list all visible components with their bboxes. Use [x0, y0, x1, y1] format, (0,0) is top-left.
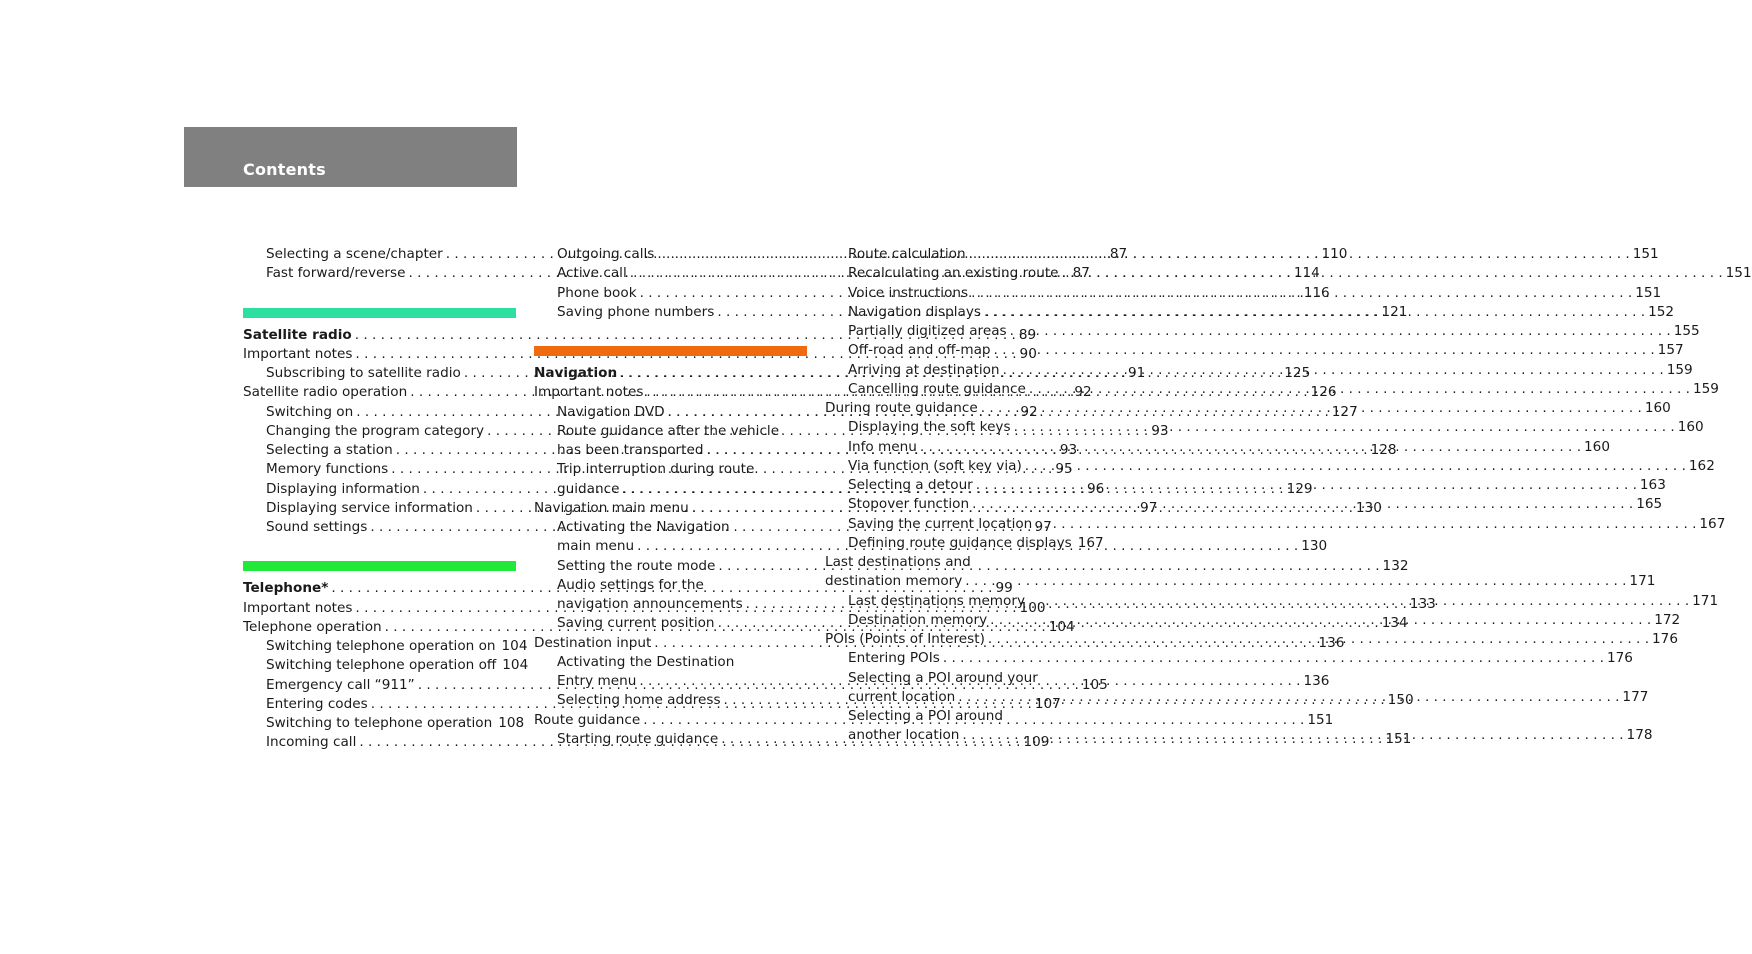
toc-page-number: 132 — [1382, 557, 1409, 574]
toc-page-number: 99 — [995, 580, 1013, 597]
toc-entry-title: Selecting a station — [266, 442, 393, 458]
dot-leader — [1007, 322, 1674, 341]
dot-leader — [1000, 361, 1667, 380]
toc-entry-title: Saving the current location — [848, 515, 1033, 532]
dot-leader — [1032, 515, 1699, 534]
toc-page-number: 130 — [1355, 499, 1382, 516]
toc-entry-title: Starting route guidance — [557, 730, 719, 747]
toc-entry-title: Switching telephone operation off — [266, 657, 497, 674]
toc-entry-title: Selecting a POI around your — [848, 669, 1038, 686]
section-color-bar — [243, 308, 516, 318]
section-color-bar — [243, 561, 516, 571]
toc-entry[interactable] — [534, 518, 807, 537]
toc-entry-title: Navigation displays — [848, 303, 981, 320]
toc-entry-title: Sound settings — [266, 519, 368, 535]
toc-entry[interactable] — [825, 669, 1098, 688]
dot-leader — [940, 649, 1607, 668]
toc-page-number: 104 — [501, 638, 528, 654]
toc-page-number: 155 — [1673, 323, 1700, 339]
toc-entry-title: Displaying the soft keys — [848, 419, 1011, 436]
toc-page-number: 104 — [502, 657, 529, 674]
toc-page-number: 165 — [1636, 496, 1663, 513]
dot-leader — [991, 341, 1658, 360]
toc-entry-title: Setting the route mode — [557, 557, 716, 574]
toc-entry-title: Destination memory — [848, 611, 988, 628]
toc-page-number: 125 — [1284, 365, 1311, 381]
toc-page-number: 92 — [1020, 403, 1038, 420]
toc-entry-title: Entry menu — [557, 673, 637, 689]
toc-entry-title: Switching telephone operation on — [266, 638, 496, 654]
toc-entry-title: Switching to telephone operation — [266, 715, 493, 731]
toc-page-number: 136 — [1318, 634, 1345, 651]
toc-entry-title: Defining route guidance displays — [848, 534, 1072, 551]
toc-entry-title: Displaying service information — [266, 499, 473, 516]
section-color-bar — [534, 346, 807, 356]
toc-entry[interactable] — [825, 341, 1684, 360]
toc-page-number: 127 — [1331, 403, 1358, 420]
toc-entry[interactable] — [825, 572, 1656, 591]
dot-leader — [1011, 418, 1678, 437]
toc-entry-title: Active call — [557, 265, 627, 282]
toc-page-number: 171 — [1692, 592, 1719, 609]
toc-page-number: 91 — [1127, 365, 1146, 381]
toc-page-number: 151 — [1632, 246, 1659, 262]
toc-entry[interactable] — [825, 322, 1700, 341]
toc-page-number: 129 — [1286, 480, 1313, 497]
toc-page-number: 116 — [1303, 284, 1330, 301]
toc-page-number: 109 — [1023, 734, 1050, 751]
toc-page-number: 114 — [1293, 265, 1320, 282]
toc-entry-title: Cancelling route guidance — [848, 380, 1026, 397]
dot-leader — [968, 284, 1635, 303]
dot-leader — [969, 495, 1636, 514]
toc-entry-title: Outgoing calls — [557, 246, 655, 262]
toc-page-number: 92 — [1074, 384, 1092, 401]
toc-entry-title: current location — [848, 688, 956, 705]
toc-entry-title: Phone book — [557, 284, 637, 301]
toc-entry-title: Displaying information — [266, 480, 420, 497]
toc-entry-title: Selecting home address — [557, 692, 721, 709]
toc-entry-title: Satellite radio operation — [243, 384, 408, 401]
dot-leader — [1026, 380, 1693, 399]
toc-entry-title: Important notes — [243, 599, 353, 616]
toc-entry-title: POIs (Points of Interest) — [825, 631, 985, 647]
toc-page-number: 107 — [1034, 695, 1061, 712]
toc-entry-title: Selecting a POI around — [848, 708, 1003, 724]
dot-leader — [955, 688, 1622, 707]
page-title: Contents — [243, 160, 326, 179]
toc-entry-title: Important notes — [243, 345, 353, 362]
toc-page-number: 96 — [1087, 480, 1105, 497]
toc-page-number: 151 — [1635, 284, 1662, 301]
toc-page-number: 160 — [1584, 438, 1610, 455]
toc-entry-title: another location — [848, 727, 960, 744]
toc-entry[interactable] — [243, 656, 529, 675]
toc-page-number: 130 — [1301, 538, 1328, 555]
toc-entry-title: Selecting a detour — [848, 477, 973, 493]
toc-entry[interactable] — [243, 714, 525, 733]
toc-page-number: 134 — [1381, 615, 1408, 632]
toc-entry-title: Arriving at destination — [848, 361, 1000, 378]
toc-page-number: 97 — [1140, 499, 1158, 516]
toc-entry-title: Selecting a scene/chapter — [266, 246, 443, 262]
toc-entry-title: Last destinations and — [825, 554, 971, 570]
toc-page-number: 176 — [1606, 650, 1633, 667]
dot-leader — [1022, 457, 1689, 476]
toc-page-number: 110 — [1321, 246, 1348, 262]
toc-entry-title: Voice instructions — [848, 284, 969, 301]
dot-leader — [987, 611, 1654, 630]
toc-page-number: 87 — [1072, 265, 1090, 282]
toc-entry-title: Audio settings for the — [557, 576, 704, 593]
toc-entry-title: Entering codes — [266, 695, 368, 712]
toc-entry-title: Route calculation — [848, 246, 966, 262]
toc-entry[interactable] — [534, 576, 807, 595]
toc-page-number: 136 — [1303, 673, 1330, 689]
toc-entry[interactable] — [825, 534, 1104, 553]
toc-page-number: 90 — [1019, 345, 1037, 362]
dot-leader — [973, 476, 1640, 495]
toc-entry-title: has been transported — [557, 442, 704, 458]
dot-leader — [985, 630, 1652, 649]
toc-page-number: 108 — [498, 715, 525, 731]
toc-entry-title: Destination input — [534, 634, 652, 651]
toc-entry[interactable] — [825, 457, 1715, 476]
toc-page-number: 93 — [1059, 442, 1078, 458]
toc-page-number: 163 — [1639, 477, 1666, 493]
toc-page-number: 171 — [1629, 573, 1656, 590]
toc-entry-title: Partially digitized areas — [848, 323, 1007, 339]
toc-entry-title: navigation announcements — [557, 596, 743, 612]
toc-page-number: 100 — [1019, 599, 1046, 616]
toc-page-number: 160 — [1644, 400, 1671, 416]
toc-entry-title: Emergency call “911” — [266, 676, 415, 693]
toc-entry-title: Info menu — [848, 438, 917, 455]
toc-page-number: 105 — [1081, 676, 1108, 693]
toc-entry-title: Saving phone numbers — [557, 303, 715, 320]
toc-entry-title: Navigation main menu — [534, 499, 689, 516]
toc-page-number: 95 — [1055, 461, 1073, 478]
toc-entry[interactable] — [534, 422, 807, 441]
dot-leader — [959, 726, 1626, 745]
toc-page-number: 121 — [1381, 303, 1408, 320]
toc-page-number: 160 — [1677, 419, 1704, 436]
toc-page-number: 151 — [1385, 730, 1412, 747]
toc-entry-title: Recalculating an existing route — [848, 265, 1059, 282]
toc-page-number: 93 — [1151, 422, 1169, 439]
toc-page-number: 162 — [1688, 457, 1715, 474]
toc-entry-title: destination memory — [825, 573, 963, 590]
toc-entry-title: Route guidance after the vehicle — [557, 422, 780, 439]
toc-entry[interactable] — [534, 460, 807, 479]
toc-page-number: 151 — [1307, 711, 1334, 728]
toc-page-number: 159 — [1692, 380, 1719, 397]
dot-leader — [981, 303, 1648, 322]
toc-page-number: 177 — [1622, 688, 1649, 705]
toc-entry-title: Route guidance — [534, 711, 641, 728]
toc-entry-title: Satellite radio — [243, 326, 352, 343]
toc-entry-title: Subscribing to satellite radio — [266, 365, 461, 381]
dot-leader — [962, 572, 1629, 591]
toc-entry-title: Saving current position — [557, 615, 715, 632]
toc-page-number: 178 — [1626, 727, 1653, 744]
toc-page-number: 151 — [1725, 265, 1752, 282]
dot-leader — [917, 438, 1584, 457]
toc-entry[interactable] — [825, 649, 1633, 668]
toc-entry-title: Via function (soft key via) — [848, 457, 1022, 474]
toc-entry-title: Trip interruption during route — [557, 461, 755, 478]
dot-leader — [1025, 592, 1692, 611]
toc-page-number: 97 — [1034, 519, 1052, 535]
toc-entry-title: Memory functions — [266, 461, 389, 478]
dot-leader — [966, 245, 1633, 264]
toc-page-number: 176 — [1652, 631, 1678, 647]
toc-page-number: 89 — [1018, 326, 1037, 343]
toc-entry-title: During route guidance — [825, 400, 978, 416]
toc-entry[interactable] — [825, 553, 1098, 572]
toc-entry-title: Last destinations memory — [848, 592, 1026, 609]
toc-entry-title: Telephone* — [243, 580, 329, 597]
toc-page-number: 152 — [1648, 303, 1675, 320]
toc-entry-title: Activating the Navigation — [557, 519, 730, 535]
toc-page-number: 157 — [1657, 342, 1684, 359]
toc-entry[interactable] — [825, 707, 1098, 726]
toc-entry-title: guidance — [557, 480, 620, 497]
toc-entry-title: Activating the Destination — [557, 653, 735, 670]
toc-page-number: 167 — [1699, 515, 1726, 532]
toc-entry-title: Off-road and off-map — [848, 342, 991, 359]
toc-entry-title: Changing the program category — [266, 422, 485, 439]
dot-leader — [978, 399, 1645, 418]
toc-page-number: 133 — [1409, 596, 1436, 612]
toc-entry-title: main menu — [557, 538, 635, 555]
toc-entry-title: Navigation DVD — [557, 403, 665, 420]
toc-page-number: 128 — [1370, 442, 1397, 458]
toc-page-number: 167 — [1077, 534, 1104, 551]
toc-entry[interactable] — [825, 515, 1726, 534]
dot-leader — [1059, 264, 1726, 283]
toc-page-number: 172 — [1654, 611, 1681, 628]
toc-entry-title: Stopover function — [848, 496, 970, 513]
toc-entry-title: Telephone operation — [243, 618, 382, 635]
toc-entry-title: Incoming call — [266, 734, 357, 751]
toc-entry-title: Fast forward/reverse — [266, 265, 406, 282]
toc-page-number: 159 — [1666, 361, 1693, 378]
toc-page-number: 126 — [1310, 384, 1337, 401]
toc-page-number: 150 — [1387, 692, 1414, 709]
toc-entry[interactable] — [534, 653, 807, 672]
toc-entry-title: Entering POIs — [848, 650, 940, 667]
toc-entry-title: Navigation — [534, 365, 618, 381]
toc-entry-title: Switching on — [266, 403, 354, 420]
toc-page-number: 104 — [1048, 618, 1075, 635]
contents-header — [184, 127, 517, 187]
toc-entry[interactable] — [243, 637, 528, 656]
toc-page-number: 87 — [1109, 246, 1128, 262]
toc-entry-title: Important notes — [534, 384, 644, 401]
